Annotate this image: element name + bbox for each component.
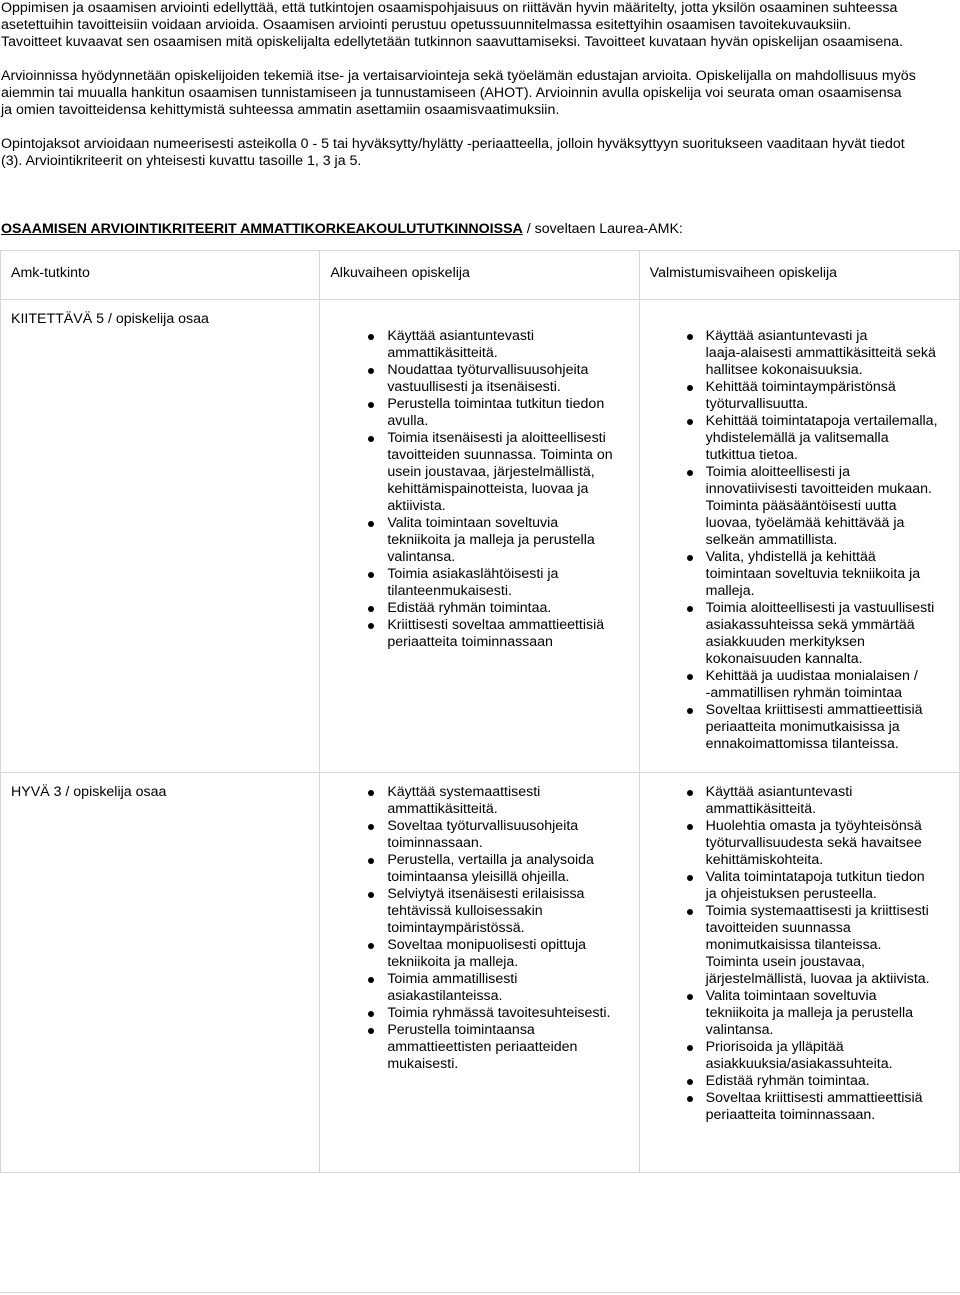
criteria-item xyxy=(387,971,639,1005)
bullet-icon xyxy=(368,977,374,983)
bullet-icon xyxy=(687,334,693,340)
criteria-item-line: kokonaisuuden kannalta. xyxy=(705,651,863,667)
criteria-item-line: Toimia aloitteellisesti ja xyxy=(705,464,850,480)
bullet-icon xyxy=(687,470,693,476)
criteria-item-line: periaatteita toiminnassaan xyxy=(387,634,553,650)
criteria-item-line: tekniikoita ja malleja. xyxy=(387,954,519,970)
bullet-icon xyxy=(687,790,693,796)
criteria-item-line: Selviytyä itsenäisesti erilaisissa xyxy=(387,886,585,902)
text-line: Arvioinnissa hyödynnetään opiskelijoiden tekemiä itse- ja vertaisarviointeja sekä työelämän edustajan arvioita. Opiskelijalla on mahdollisuus myös xyxy=(1,68,916,84)
criteria-list xyxy=(387,328,639,651)
criteria-item-line: laaja-alaisesti ammattikäsitteitä sekä xyxy=(705,345,936,361)
bullet-icon xyxy=(687,708,693,714)
criteria-item-line: Toimia aloitteellisesti ja vastuullisesti xyxy=(705,600,935,616)
criteria-item xyxy=(387,396,639,430)
criteria-item xyxy=(387,1022,639,1073)
criteria-item-line: yhdistelemällä ja valitsemalla xyxy=(705,430,889,446)
criteria-item-line: Toimia asiakaslähtöisesti ja xyxy=(387,566,559,582)
criteria-item xyxy=(706,702,960,753)
criteria-item-line: asiakkuuden merkityksen xyxy=(705,634,865,650)
criteria-item xyxy=(706,903,960,988)
text-line: asetettuihin tavoitteisiin voidaan arvioida. Osaamisen arviointi perustuu opetussuunnitelmassa esitettyihin osaamisen tavoitekuvauksiin. xyxy=(1,17,852,33)
criteria-item-line: Edistää ryhmän toimintaa. xyxy=(705,1073,870,1089)
criteria-item xyxy=(387,937,639,971)
criteria-item-line: Valita toimintaan soveltuvia xyxy=(705,988,877,1004)
bullet-icon xyxy=(687,909,693,915)
criteria-item xyxy=(706,413,960,464)
bullet-icon xyxy=(687,555,693,561)
header-graduating: Valmistumisvaiheen opiskelija xyxy=(649,265,838,281)
beginner-criteria-cell xyxy=(320,773,639,1173)
criteria-item-line: Toimia itsenäisesti ja aloitteellisesti xyxy=(387,430,606,446)
bullet-icon xyxy=(368,1028,374,1034)
criteria-item-line: selkeän ammatillista. xyxy=(705,532,838,548)
criteria-item-line: asiakkuuksia/asiakassuhteita. xyxy=(705,1056,893,1072)
bullet-icon xyxy=(687,875,693,881)
criteria-item-line: Käyttää asiantuntevasti xyxy=(387,328,535,344)
criteria-item xyxy=(706,379,960,413)
criteria-item-line: Käyttää systemaattisesti xyxy=(387,784,541,800)
criteria-item-line: Soveltaa kriittisesti ammattieettisiä xyxy=(705,702,923,718)
criteria-item-line: avulla. xyxy=(387,413,429,429)
criteria-item xyxy=(706,818,960,869)
criteria-item-line: Soveltaa kriittisesti ammattieettisiä xyxy=(705,1090,923,1106)
criteria-item-line: Toiminta pääsääntöisesti uutta xyxy=(705,498,897,514)
criteria-item-line: Noudattaa työturvallisuusohjeita xyxy=(387,362,589,378)
bullet-icon xyxy=(687,419,693,425)
criteria-item-line: luovaa, työelämää kehittävää ja xyxy=(705,515,905,531)
bullet-icon xyxy=(687,606,693,612)
criteria-item-line: tilanteenmukaisesti. xyxy=(387,583,512,599)
bullet-icon xyxy=(687,1045,693,1051)
criteria-item-line: tavoitteiden suunnassa. Toiminta on xyxy=(387,447,613,463)
criteria-item-line: Kehittää ja uudistaa monialaisen / xyxy=(705,668,918,684)
table-row-good xyxy=(1,773,960,1173)
criteria-item xyxy=(387,600,639,617)
criteria-item-line: valintansa. xyxy=(387,549,456,565)
table-header-cell xyxy=(1,251,320,300)
criteria-item-line: aktiivista. xyxy=(387,498,446,514)
criteria-item xyxy=(387,566,639,600)
criteria-item xyxy=(706,328,960,379)
criteria-item xyxy=(387,1005,639,1022)
criteria-item-line: usein joustavaa, järjestelmällistä, xyxy=(387,464,595,480)
criteria-item-line: toiminnassaan. xyxy=(387,835,483,851)
criteria-item-line: tekniikoita ja malleja ja perustella xyxy=(705,1005,914,1021)
criteria-item-line: periaatteita toiminnassaan. xyxy=(705,1107,876,1123)
criteria-item xyxy=(387,852,639,886)
criteria-item-line: Huolehtia omasta ja työyhteisönsä xyxy=(705,818,922,834)
criteria-item-line: työturvallisuutta. xyxy=(705,396,809,412)
criteria-item xyxy=(706,988,960,1039)
intro-paragraph-grading-scale xyxy=(1,136,957,170)
text-line: (3). Arviointikriteerit on yhteisesti kuvattu tasoille 1, 3 ja 5. xyxy=(1,153,362,169)
criteria-item-line: tekniikoita ja malleja ja perustella xyxy=(387,532,595,548)
criteria-item xyxy=(706,1073,960,1090)
criteria-list xyxy=(706,328,960,753)
criteria-item-line: Kehittää toimintaympäristönsä xyxy=(705,379,896,395)
criteria-item xyxy=(387,328,639,362)
criteria-item xyxy=(706,1090,960,1124)
table-header-row xyxy=(1,251,960,300)
criteria-item-line: Soveltaa monipuolisesti opittuja xyxy=(387,937,587,953)
graduating-criteria-cell xyxy=(639,773,959,1173)
criteria-item-line: ammattikäsitteitä. xyxy=(387,801,498,817)
criteria-item-line: malleja. xyxy=(705,583,755,599)
criteria-item-line: Perustella toimintaa tutkitun tiedon xyxy=(387,396,605,412)
criteria-item-line: -ammatillisen ryhmän toimintaa xyxy=(705,685,902,701)
criteria-item xyxy=(706,600,960,668)
criteria-table xyxy=(0,250,960,1173)
criteria-item-line: Edistää ryhmän toimintaa. xyxy=(387,600,552,616)
bullet-icon xyxy=(687,994,693,1000)
text-line: ja omien tavoitteidensa kehittymistä suhteessa ammatin asettamiin osaamisvaatimuksiin. xyxy=(1,102,560,118)
criteria-item-line: Perustella toimintaansa xyxy=(387,1022,535,1038)
criteria-item-line: monimutkaisissa tilanteissa. xyxy=(705,937,882,953)
criteria-item-line: Toimia systemaattisesti ja kriittisesti xyxy=(705,903,929,919)
text-line: Opintojaksot arvioidaan numeerisesti asteikolla 0 - 5 tai hyväksytty/hylätty -periaatteella, jolloin hyväksyttyyn suoritukseen vaaditaan hyvät tiedot xyxy=(1,136,905,152)
criteria-item-line: innovatiivisesti tavoitteiden mukaan. xyxy=(705,481,932,497)
intro-paragraph-self-assessment xyxy=(1,68,957,119)
bullet-icon xyxy=(687,824,693,830)
criteria-item-line: Kehittää toimintatapoja vertailemalla, xyxy=(705,413,938,429)
criteria-item xyxy=(387,784,639,818)
criteria-item-line: toimintaan soveltuvia tekniikoita ja xyxy=(705,566,921,582)
bullet-icon xyxy=(368,606,374,612)
table-header-cell xyxy=(320,251,639,300)
table-row-excellent xyxy=(1,300,960,773)
bullet-icon xyxy=(368,436,374,442)
criteria-item-line: kehittämiskohteita. xyxy=(705,852,824,868)
bullet-icon xyxy=(368,858,374,864)
bullet-icon xyxy=(687,1079,693,1085)
criteria-item xyxy=(706,869,960,903)
criteria-item-line: vastuullisesti ja itsenäisesti. xyxy=(387,379,561,395)
text-line: Oppimisen ja osaamisen arviointi edellyttää, että tutkintojen osaamispohjaisuus on riittävän hyvin määritelty, jotta yksilön osaaminen suhteessa xyxy=(1,0,898,16)
criteria-item-line: Käyttää asiantuntevasti xyxy=(705,784,853,800)
bullet-icon xyxy=(368,623,374,629)
bullet-icon xyxy=(368,892,374,898)
text-line: aiemmin tai muualla hankitun osaamisen tunnistamiseen ja tunnustamiseen (AHOT). Arvioinnin avulla opiskelija voi seurata oman osaamisensa xyxy=(1,85,902,101)
criteria-item xyxy=(387,886,639,937)
bullet-icon xyxy=(368,943,374,949)
criteria-item-line: tavoitteiden suunnassa xyxy=(705,920,851,936)
level-cell xyxy=(1,300,320,773)
level-label-excellent: KIITETTÄVÄ 5 / opiskelija osaa xyxy=(11,311,209,327)
bullet-icon xyxy=(368,334,374,340)
bullet-icon xyxy=(368,368,374,374)
criteria-item-line: Toiminta usein joustavaa, xyxy=(705,954,865,970)
criteria-item-line: Soveltaa työturvallisuusohjeita xyxy=(387,818,579,834)
criteria-item-line: Valita toimintatapoja tutkitun tiedon xyxy=(705,869,925,885)
criteria-item-line: tutkittua tietoa. xyxy=(705,447,798,463)
criteria-item-line: Priorisoida ja ylläpitää xyxy=(705,1039,844,1055)
criteria-item-line: ammattieettisten periaatteiden xyxy=(387,1039,578,1055)
criteria-item-line: valintansa. xyxy=(705,1022,774,1038)
criteria-item xyxy=(706,464,960,549)
criteria-item-line: ja ohjeistuksen perusteella. xyxy=(705,886,877,902)
criteria-item xyxy=(387,430,639,515)
bullet-icon xyxy=(368,572,374,578)
section-heading-title: OSAAMISEN ARVIOINTIKRITEERIT AMMATTIKORKEAKOULUTUTKINNOISSA xyxy=(1,221,523,237)
criteria-item-line: asiakastilanteissa. xyxy=(387,988,503,1004)
bullet-icon xyxy=(368,521,374,527)
criteria-item-line: ammattikäsitteitä. xyxy=(387,345,498,361)
criteria-item-line: Toimia ammatillisesti xyxy=(387,971,518,987)
criteria-item-line: kehittämispainotteista, luovaa ja xyxy=(387,481,589,497)
section-heading xyxy=(1,221,683,238)
criteria-item-line: työturvallisuudesta sekä havaitsee xyxy=(705,835,922,851)
criteria-item-line: mukaisesti. xyxy=(387,1056,459,1072)
graduating-criteria-cell xyxy=(639,300,959,773)
criteria-item-line: järjestelmällistä, luovaa ja aktiivista. xyxy=(705,971,930,987)
criteria-item-line: asiakassuhteissa sekä ymmärtää xyxy=(705,617,915,633)
criteria-item-line: Perustella, vertailla ja analysoida xyxy=(387,852,594,868)
bullet-icon xyxy=(368,824,374,830)
section-heading-subtitle: / soveltaen Laurea-AMK: xyxy=(522,221,683,237)
criteria-item-line: periaatteita monimutkaisissa ja xyxy=(705,719,900,735)
page-bottom-rule xyxy=(0,1292,960,1293)
criteria-item-line: Toimia ryhmässä tavoitesuhteisesti. xyxy=(387,1005,611,1021)
criteria-item-line: ammattikäsitteitä. xyxy=(705,801,817,817)
criteria-item-line: Kriittisesti soveltaa ammattieettisiä xyxy=(387,617,605,633)
bullet-icon xyxy=(368,1011,374,1017)
criteria-item-line: hallitsee kokonaisuuksia. xyxy=(705,362,863,378)
intro-paragraph-assessment xyxy=(1,0,957,51)
beginner-criteria-cell xyxy=(320,300,639,773)
bullet-icon xyxy=(687,1096,693,1102)
criteria-item-line: Valita, yhdistellä ja kehittää xyxy=(705,549,876,565)
criteria-list xyxy=(387,784,639,1073)
bullet-icon xyxy=(368,790,374,796)
criteria-item xyxy=(706,1039,960,1073)
table-header-cell xyxy=(639,251,959,300)
criteria-item-line: toimintaympäristössä. xyxy=(387,920,525,936)
criteria-item xyxy=(706,668,960,702)
criteria-item-line: Käyttää asiantuntevasti ja xyxy=(705,328,868,344)
criteria-item xyxy=(387,515,639,566)
bullet-icon xyxy=(368,402,374,408)
criteria-item xyxy=(706,784,960,818)
criteria-list xyxy=(706,784,960,1124)
criteria-item xyxy=(387,818,639,852)
criteria-item-line: Valita toimintaan soveltuvia xyxy=(387,515,559,531)
bullet-icon xyxy=(687,674,693,680)
criteria-item-line: toimintaansa yleisillä ohjeilla. xyxy=(387,869,570,885)
criteria-item-line: ennakoimattomissa tilanteissa. xyxy=(705,736,899,752)
level-label-good: HYVÄ 3 / opiskelija osaa xyxy=(11,784,167,800)
header-degree: Amk-tutkinto xyxy=(11,265,90,281)
header-beginner: Alkuvaiheen opiskelija xyxy=(330,265,470,281)
text-line: Tavoitteet kuvaavat sen osaamisen mitä opiskelijalta edellytetään tutkinnon saavuttamiseksi. Tavoitteet kuvataan hyvän opiskelijan osaamisena. xyxy=(1,34,903,50)
bullet-icon xyxy=(687,385,693,391)
level-cell xyxy=(1,773,320,1173)
criteria-item xyxy=(387,362,639,396)
criteria-item xyxy=(387,617,639,651)
criteria-item xyxy=(706,549,960,600)
criteria-item-line: tehtävissä kulloisessakin xyxy=(387,903,543,919)
